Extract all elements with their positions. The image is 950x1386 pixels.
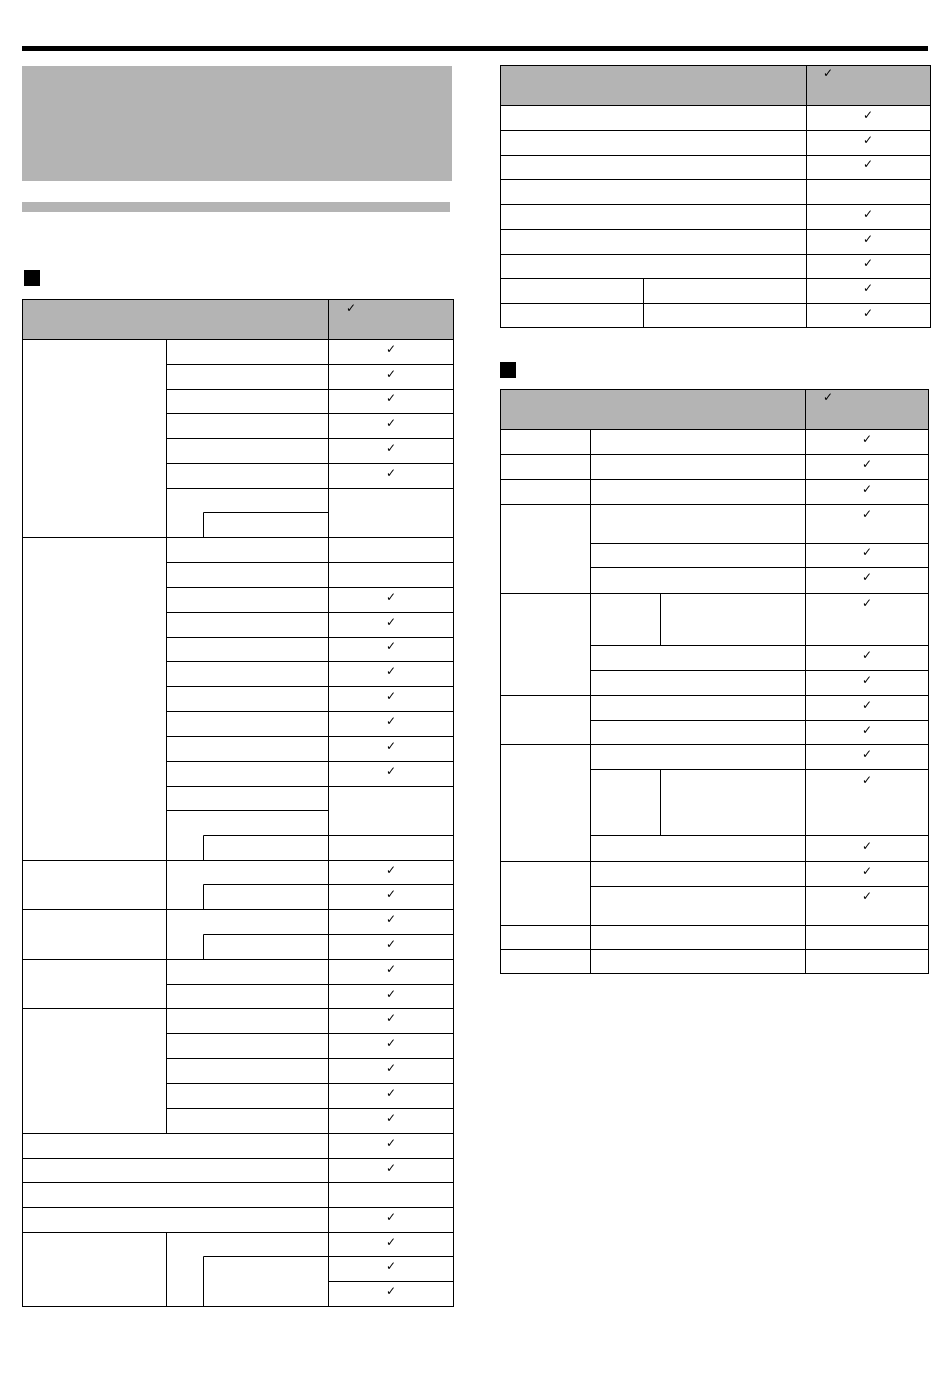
check-mark: ✓ (862, 207, 874, 221)
check-mark: ✓ (385, 441, 397, 455)
right-bottom-table-header (501, 390, 929, 430)
check-mark: ✓ (385, 1259, 397, 1273)
check-mark: ✓ (385, 1061, 397, 1075)
check-mark: ✓ (861, 482, 873, 496)
check-mark: ✓ (861, 432, 873, 446)
check-mark: ✓ (385, 342, 397, 356)
check-mark: ✓ (385, 739, 397, 753)
check-mark: ✓ (385, 887, 397, 901)
check-mark: ✓ (862, 306, 874, 320)
check-mark: ✓ (385, 987, 397, 1001)
check-mark: ✓ (861, 889, 873, 903)
check-mark: ✓ (385, 1036, 397, 1050)
check-mark: ✓ (862, 133, 874, 147)
check-mark: ✓ (385, 1210, 397, 1224)
check-mark: ✓ (385, 466, 397, 480)
check-mark: ✓ (385, 391, 397, 405)
header-check-mark: ✓ (822, 66, 834, 80)
check-mark: ✓ (861, 673, 873, 687)
check-mark: ✓ (385, 615, 397, 629)
check-mark: ✓ (862, 157, 874, 171)
check-mark: ✓ (385, 416, 397, 430)
check-mark: ✓ (861, 839, 873, 853)
check-mark: ✓ (861, 507, 873, 521)
header-check-mark: ✓ (345, 301, 357, 315)
check-mark: ✓ (385, 1161, 397, 1175)
check-mark: ✓ (385, 1011, 397, 1025)
check-mark: ✓ (385, 937, 397, 951)
check-mark: ✓ (385, 714, 397, 728)
check-mark: ✓ (861, 648, 873, 662)
check-mark: ✓ (385, 1136, 397, 1150)
check-mark: ✓ (861, 747, 873, 761)
check-mark: ✓ (385, 639, 397, 653)
check-mark: ✓ (385, 912, 397, 926)
check-mark: ✓ (385, 590, 397, 604)
check-mark: ✓ (862, 108, 874, 122)
check-mark: ✓ (385, 863, 397, 877)
check-mark: ✓ (861, 596, 873, 610)
check-mark: ✓ (385, 689, 397, 703)
check-mark: ✓ (861, 545, 873, 559)
check-mark: ✓ (385, 1111, 397, 1125)
check-mark: ✓ (861, 457, 873, 471)
check-mark: ✓ (385, 367, 397, 381)
check-mark: ✓ (385, 962, 397, 976)
check-mark: ✓ (862, 232, 874, 246)
check-mark: ✓ (861, 698, 873, 712)
check-mark: ✓ (385, 1235, 397, 1249)
check-mark: ✓ (385, 764, 397, 778)
check-mark: ✓ (385, 1086, 397, 1100)
check-mark: ✓ (862, 281, 874, 295)
check-mark: ✓ (385, 664, 397, 678)
check-mark: ✓ (861, 773, 873, 787)
check-mark: ✓ (385, 1284, 397, 1298)
check-mark: ✓ (861, 723, 873, 737)
check-mark: ✓ (862, 256, 874, 270)
check-mark: ✓ (861, 570, 873, 584)
check-mark: ✓ (861, 864, 873, 878)
header-check-mark: ✓ (822, 390, 834, 404)
